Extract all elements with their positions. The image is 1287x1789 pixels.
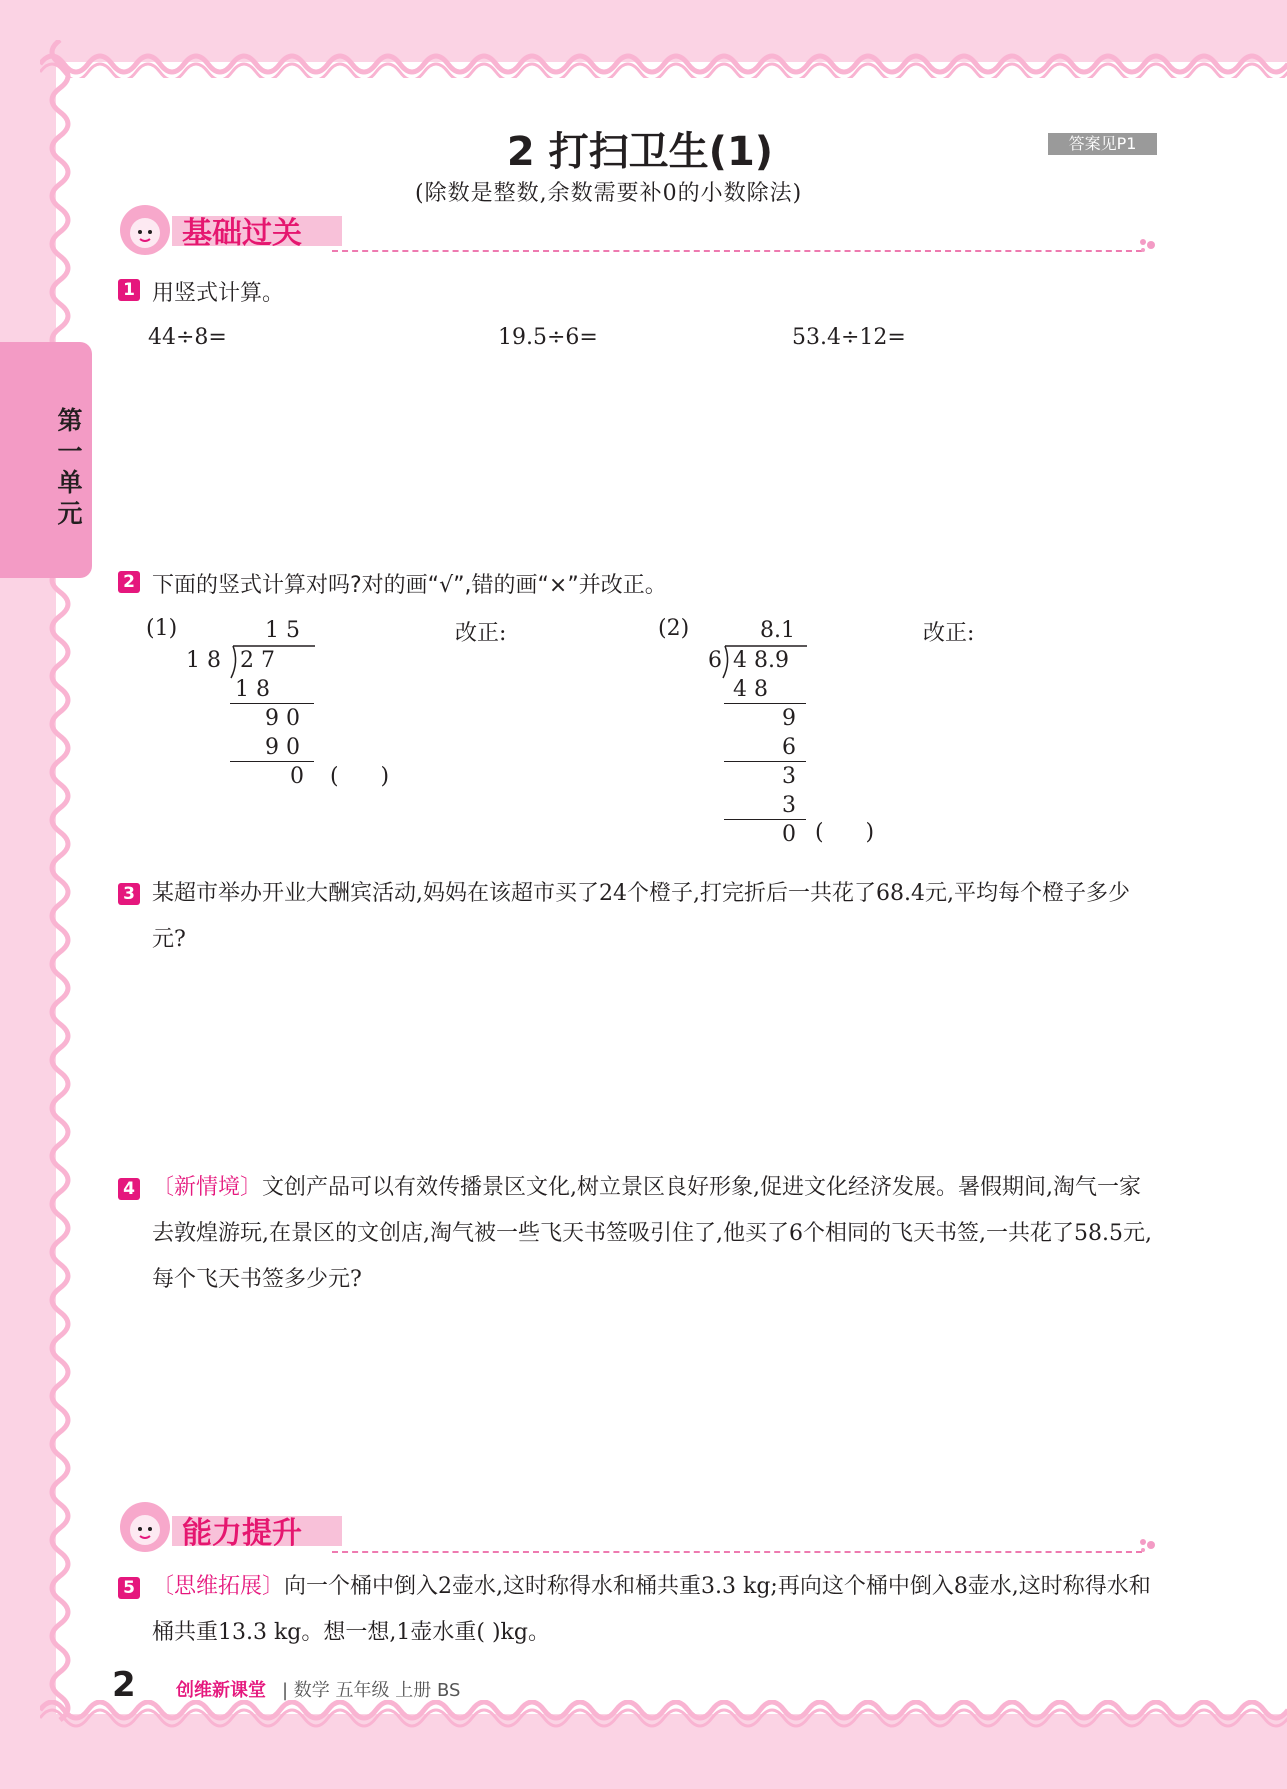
q2a-label: (1) — [146, 616, 178, 641]
q1-item-3: 53.4÷12= — [792, 325, 906, 350]
basic-section-divider — [332, 250, 1142, 252]
q2a-fix-label: 改正: — [455, 621, 507, 646]
girl-mascot-icon — [116, 1500, 174, 1554]
girl-mascot-icon — [116, 203, 174, 257]
basic-section-title: 基础过关 — [182, 216, 302, 251]
q2a-rule-2 — [230, 761, 314, 762]
q1-number-badge: 1 — [118, 279, 140, 301]
lesson-title: 2 打扫卫生(1) — [506, 129, 774, 175]
page-number: 2 — [112, 1665, 136, 1705]
q2b-row-6: 0 — [782, 822, 796, 847]
q5-question — [152, 1564, 1157, 1656]
q2a-rule-1 — [230, 703, 314, 704]
q2b-fix-label: 改正: — [923, 621, 975, 646]
q1-instruction: 用竖式计算。 — [152, 281, 285, 306]
q2a-divisor: 1 8 — [186, 648, 221, 673]
q2b-dividend: 4 8.9 — [733, 648, 789, 673]
q1-item-2: 19.5÷6= — [498, 325, 598, 350]
q1-item-1: 44÷8= — [148, 325, 227, 350]
advanced-section-title: 能力提升 — [182, 1516, 302, 1551]
unit-side-tab-label: 第一单元 — [57, 406, 83, 528]
q2a-answer-blank[interactable]: ( ) — [330, 764, 390, 789]
q2b-label: (2) — [658, 616, 690, 641]
q2a-row-2: 9 0 — [265, 706, 300, 731]
q2a-row-4: 0 — [290, 764, 304, 789]
q2b-row-4: 3 — [782, 764, 796, 789]
q4-question-text: 文创产品可以有效传播景区文化,树立景区良好形象,促进文化经济发展。暑假期间,淘气一家去敦煌游玩,在景区的文创店,淘气被一些飞天书签吸引住了,他买了6个相同的飞天书签,一共花了58.5元,每个飞天书签多少元? — [152, 1175, 1152, 1292]
q2a-row-1: 1 8 — [235, 677, 270, 702]
q4-context-tag: 〔新情境〕 — [152, 1175, 263, 1200]
q2b-row-5: 3 — [782, 793, 796, 818]
q3-question: 某超市举办开业大酬宾活动,妈妈在该超市买了24个橙子,打完折后一共花了68.4元,平均每个橙子多少元? — [152, 881, 1130, 952]
q2-instruction: 下面的竖式计算对吗?对的画“√”,错的画“×”并改正。 — [152, 573, 667, 598]
q2a-dividend: 2 7 — [240, 648, 275, 673]
q2a-quotient: 1 5 — [265, 618, 300, 643]
q4-question — [152, 1165, 1157, 1303]
advanced-section-divider — [332, 1551, 1142, 1553]
q2b-rule-1 — [724, 703, 806, 704]
q4-number-badge: 4 — [118, 1178, 140, 1200]
footer-brand: 创维新课堂 — [176, 1680, 266, 1701]
answer-reference-tag: 答案见P1 — [1048, 133, 1157, 155]
q2b-rule-2 — [724, 761, 806, 762]
left-wavy-border — [40, 40, 74, 1740]
lesson-subtitle: (除数是整数,余数需要补0的小数除法) — [415, 181, 803, 206]
q2b-divisor: 6 — [708, 648, 722, 673]
top-wavy-border — [40, 44, 1287, 78]
q2b-rule-3 — [724, 819, 806, 820]
q2b-row-1: 4 8 — [733, 677, 768, 702]
q2b-row-3: 6 — [782, 735, 796, 760]
q3-number-badge: 3 — [118, 883, 140, 905]
q5-context-tag: 〔思维拓展〕 — [152, 1574, 285, 1599]
q2b-quotient: 8.1 — [760, 618, 795, 643]
q2-number-badge: 2 — [118, 571, 140, 593]
q2a-row-3: 9 0 — [265, 735, 300, 760]
q5-question-text: 向一个桶中倒入2壶水,这时称得水和桶共重3.3 kg;再向这个桶中倒入8壶水,这时称得水和桶共重13.3 kg。想一想,1壶水重( )kg。 — [152, 1574, 1151, 1645]
q5-number-badge: 5 — [118, 1577, 140, 1599]
footer-book-info: | 数学 五年级 上册 BS — [282, 1680, 461, 1701]
q2b-answer-blank[interactable]: ( ) — [815, 820, 875, 845]
dots-decoration-icon — [1138, 1536, 1158, 1556]
q2b-row-2: 9 — [782, 706, 796, 731]
bottom-wavy-border — [40, 1700, 1287, 1734]
dots-decoration-icon — [1138, 236, 1158, 256]
